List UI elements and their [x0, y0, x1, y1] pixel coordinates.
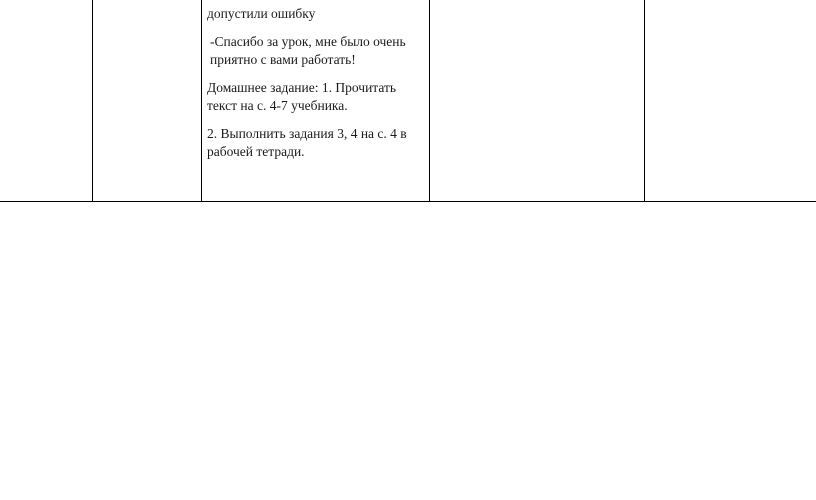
text-homework-task-2: 2. Выполнить задания 3, 4 на с. 4 в рабочей тетради. — [207, 126, 407, 159]
table-cell-4 — [430, 0, 645, 202]
text-thanks-for-lesson: -Спасибо за урок, мне было очень приятно с вами работать! — [210, 34, 406, 67]
text-homework-task-1: Домашнее задание: 1. Прочитать текст на с. 4-7 учебника. — [207, 80, 397, 113]
lesson-text-block — [202, 0, 429, 161]
table-cell-5 — [645, 0, 816, 202]
table-cell-3 — [202, 0, 430, 202]
table-cell-2 — [93, 0, 202, 202]
lesson-plan-table — [0, 0, 816, 202]
text-line-mistake: допустили ошибку — [207, 6, 316, 21]
table-cell-1 — [0, 0, 93, 202]
table-row — [0, 0, 816, 202]
